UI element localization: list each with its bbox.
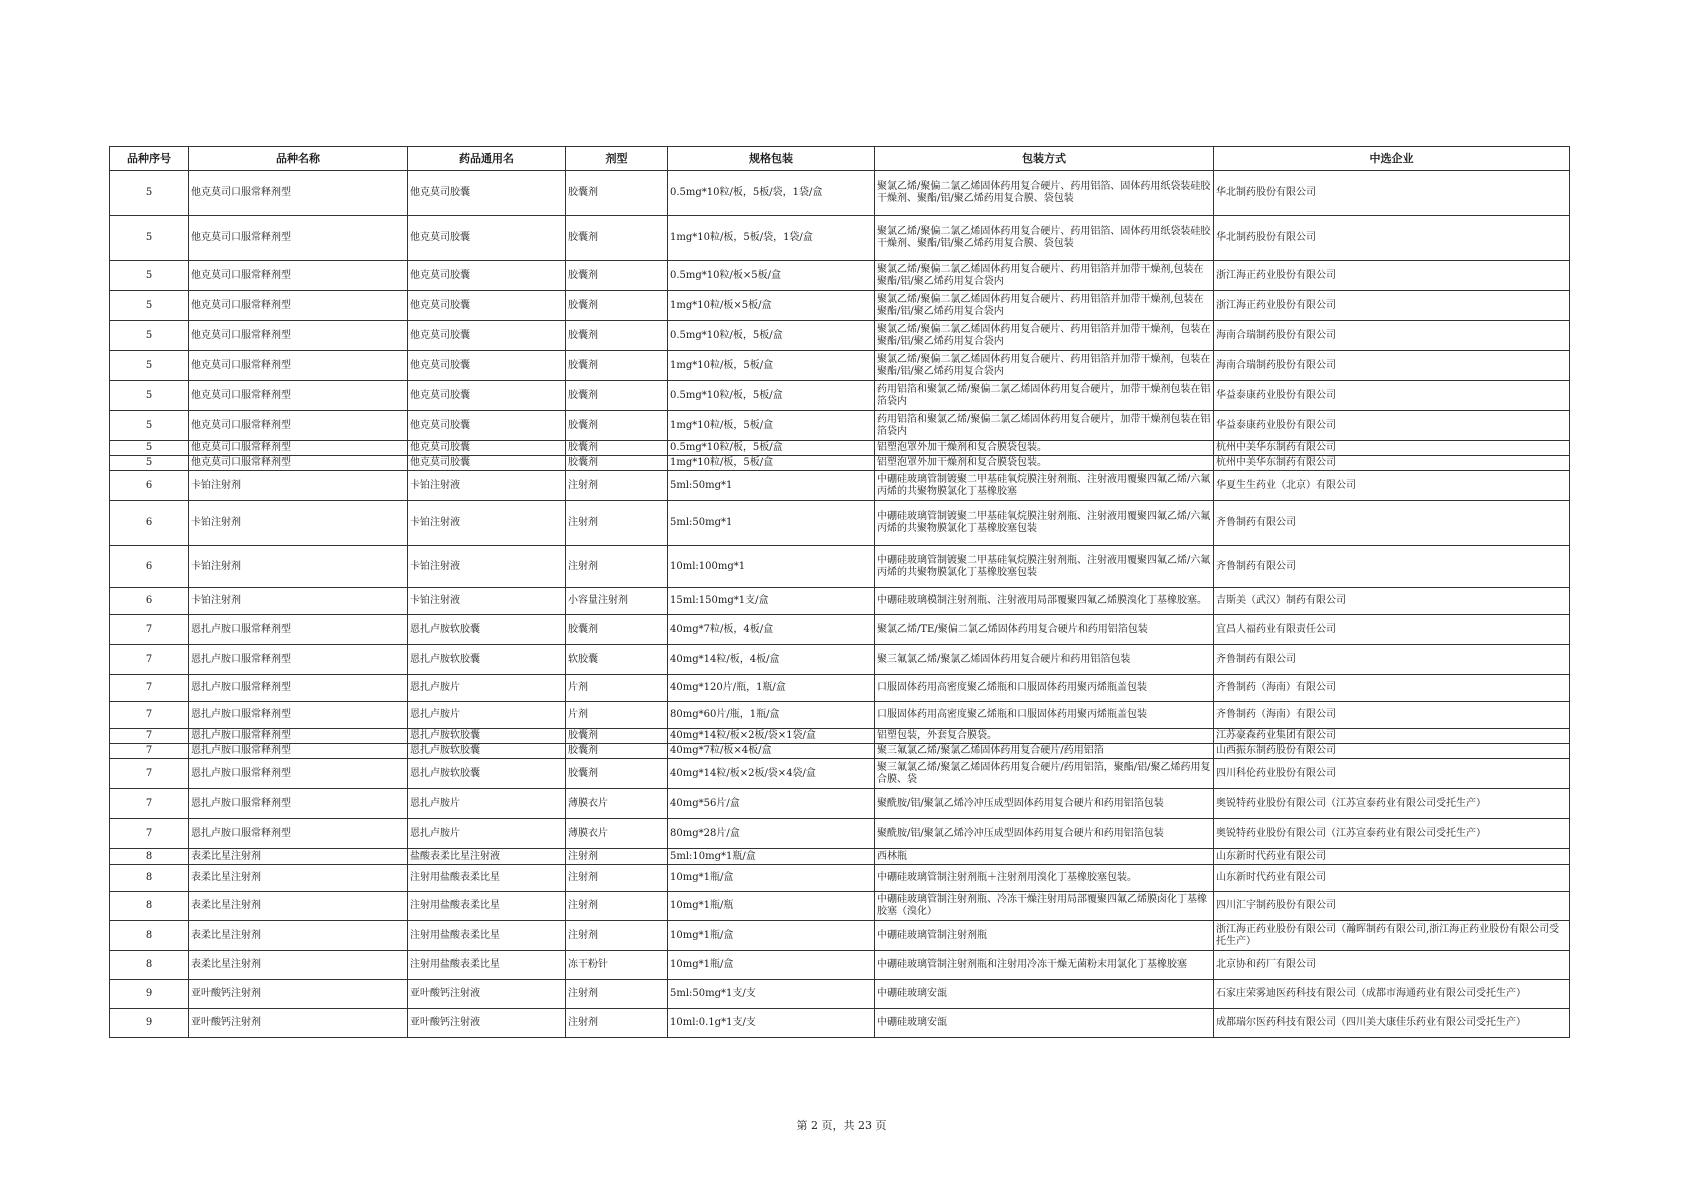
cell-package-method: 聚三氟氯乙烯/聚氯乙烯固体药用复合硬片/药用铝箔，聚酯/铝/聚乙烯药用复合膜、袋: [875, 759, 1214, 789]
header-variety-name: 品种名称: [189, 147, 408, 171]
cell-spec-package: 80mg*28片/盒: [668, 819, 875, 849]
cell-spec-package: 40mg*7粒/板×4板/盒: [668, 744, 875, 759]
cell-dosage-form: 胶囊剂: [566, 261, 668, 291]
cell-spec-package: 1mg*10粒/板，5板/袋，1袋/盒: [668, 216, 875, 261]
cell-generic-name: 恩扎卢胺片: [408, 789, 566, 819]
cell-spec-package: 10ml:100mg*1: [668, 546, 875, 588]
cell-generic-name: 注射用盐酸表柔比星: [408, 921, 566, 951]
cell-seq: 8: [110, 892, 189, 921]
cell-dosage-form: 胶囊剂: [566, 744, 668, 759]
cell-selected-company: 山西振东制药股份有限公司: [1214, 744, 1570, 759]
cell-spec-package: 0.5mg*10粒/板×5板/盒: [668, 261, 875, 291]
cell-variety-name: 卡铂注射剂: [189, 471, 408, 501]
table-row: [110, 702, 1570, 729]
cell-variety-name: 恩扎卢胺口服常释剂型: [189, 789, 408, 819]
cell-selected-company: 齐鲁制药（海南）有限公司: [1214, 702, 1570, 729]
cell-generic-name: 他克莫司胶囊: [408, 291, 566, 321]
table-row: [110, 441, 1570, 456]
cell-seq: 9: [110, 980, 189, 1009]
table-row: [110, 321, 1570, 351]
cell-package-method: 中硼硅玻璃管制镀聚二甲基硅氧烷膜注射剂瓶、注射液用覆聚四氟乙烯/六氟丙烯的共聚物膜氯化丁基橡胶塞: [875, 471, 1214, 501]
page-footer: 第 2 页，共 23 页: [796, 1119, 887, 1132]
cell-seq: 7: [110, 759, 189, 789]
cell-variety-name: 他克莫司口服常释剂型: [189, 171, 408, 216]
cell-package-method: 聚三氟氯乙烯/聚氯乙烯固体药用复合硬片/药用铝箔: [875, 744, 1214, 759]
header-package-method: 包装方式: [875, 147, 1214, 171]
table-row: [110, 951, 1570, 980]
cell-dosage-form: 薄膜衣片: [566, 819, 668, 849]
cell-spec-package: 0.5mg*10粒/板，5板/盒: [668, 441, 875, 456]
cell-package-method: 聚三氟氯乙烯/聚氯乙烯固体药用复合硬片和药用铝箔包装: [875, 645, 1214, 675]
cell-dosage-form: 注射剂: [566, 546, 668, 588]
cell-selected-company: 齐鲁制药有限公司: [1214, 501, 1570, 546]
table-row: [110, 865, 1570, 892]
table-row: [110, 615, 1570, 645]
header-seq: 品种序号: [110, 147, 189, 171]
cell-selected-company: 奥锐特药业股份有限公司（江苏宣泰药业有限公司受托生产）: [1214, 819, 1570, 849]
cell-dosage-form: 注射剂: [566, 921, 668, 951]
cell-selected-company: 华北制药股份有限公司: [1214, 171, 1570, 216]
cell-generic-name: 卡铂注射液: [408, 501, 566, 546]
cell-package-method: 聚氯乙烯/聚偏二氯乙烯固体药用复合硬片、药用铝箔并加带干燥剂，包装在聚酯/铝/聚乙烯药用复合袋内: [875, 351, 1214, 381]
cell-dosage-form: 片剂: [566, 702, 668, 729]
cell-generic-name: 他克莫司胶囊: [408, 441, 566, 456]
cell-seq: 5: [110, 351, 189, 381]
cell-spec-package: 0.5mg*10粒/板，5板/袋，1袋/盒: [668, 171, 875, 216]
cell-dosage-form: 胶囊剂: [566, 321, 668, 351]
cell-generic-name: 他克莫司胶囊: [408, 456, 566, 471]
cell-dosage-form: 胶囊剂: [566, 216, 668, 261]
cell-generic-name: 他克莫司胶囊: [408, 351, 566, 381]
cell-package-method: 聚酰胺/铝/聚氯乙烯冷冲压成型固体药用复合硬片和药用铝箔包装: [875, 789, 1214, 819]
cell-selected-company: 北京协和药厂有限公司: [1214, 951, 1570, 980]
cell-spec-package: 40mg*120片/瓶，1瓶/盒: [668, 675, 875, 702]
cell-seq: 7: [110, 789, 189, 819]
cell-dosage-form: 胶囊剂: [566, 171, 668, 216]
cell-variety-name: 恩扎卢胺口服常释剂型: [189, 702, 408, 729]
table-header: [110, 147, 1570, 171]
table-row: [110, 411, 1570, 441]
cell-generic-name: 恩扎卢胺软胶囊: [408, 729, 566, 744]
cell-seq: 8: [110, 921, 189, 951]
cell-spec-package: 80mg*60片/瓶，1瓶/盒: [668, 702, 875, 729]
cell-dosage-form: 软胶囊: [566, 645, 668, 675]
cell-package-method: 中硼硅玻璃管制镀聚二甲基硅氧烷膜注射剂瓶、注射液用覆聚四氟乙烯/六氟丙烯的共聚物膜氯化丁基橡胶塞包装: [875, 501, 1214, 546]
cell-seq: 5: [110, 291, 189, 321]
cell-package-method: 西林瓶: [875, 849, 1214, 865]
cell-dosage-form: 片剂: [566, 675, 668, 702]
cell-dosage-form: 胶囊剂: [566, 411, 668, 441]
table-row: [110, 171, 1570, 216]
cell-package-method: 中硼硅玻璃管制注射剂瓶＋注射剂用溴化丁基橡胶塞包装。: [875, 865, 1214, 892]
cell-variety-name: 卡铂注射剂: [189, 588, 408, 615]
cell-seq: 8: [110, 951, 189, 980]
cell-generic-name: 注射用盐酸表柔比星: [408, 865, 566, 892]
cell-spec-package: 5ml:50mg*1支/支: [668, 980, 875, 1009]
cell-selected-company: 江苏豪森药业集团有限公司: [1214, 729, 1570, 744]
cell-seq: 7: [110, 744, 189, 759]
cell-package-method: 铝塑包装，外套复合膜袋。: [875, 729, 1214, 744]
cell-generic-name: 亚叶酸钙注射液: [408, 980, 566, 1009]
cell-selected-company: 海南合瑞制药股份有限公司: [1214, 321, 1570, 351]
cell-generic-name: 恩扎卢胺片: [408, 819, 566, 849]
cell-variety-name: 他克莫司口服常释剂型: [189, 261, 408, 291]
table-row: [110, 471, 1570, 501]
cell-selected-company: 吉斯美（武汉）制药有限公司: [1214, 588, 1570, 615]
cell-variety-name: 表柔比星注射剂: [189, 951, 408, 980]
cell-seq: 5: [110, 441, 189, 456]
table-row: [110, 546, 1570, 588]
cell-selected-company: 山东新时代药业有限公司: [1214, 849, 1570, 865]
cell-package-method: 中硼硅玻璃模制注射剂瓶、注射液用局部覆聚四氟乙烯膜溴化丁基橡胶塞。: [875, 588, 1214, 615]
cell-selected-company: 华益泰康药业股份有限公司: [1214, 381, 1570, 411]
cell-seq: 8: [110, 849, 189, 865]
cell-seq: 6: [110, 471, 189, 501]
table-row: [110, 759, 1570, 789]
table-row: [110, 819, 1570, 849]
cell-spec-package: 10mg*1瓶/瓶: [668, 892, 875, 921]
cell-package-method: 聚氯乙烯/聚偏二氯乙烯固体药用复合硬片、药用铝箔并加带干燥剂,包装在聚酯/铝/聚乙烯药用复合袋内: [875, 261, 1214, 291]
table-row: [110, 216, 1570, 261]
cell-seq: 5: [110, 411, 189, 441]
cell-package-method: 铝塑泡罩外加干燥剂和复合膜袋包装。: [875, 441, 1214, 456]
cell-seq: 5: [110, 171, 189, 216]
cell-seq: 7: [110, 615, 189, 645]
cell-seq: 5: [110, 216, 189, 261]
cell-seq: 7: [110, 819, 189, 849]
cell-spec-package: 0.5mg*10粒/板，5板/盒: [668, 381, 875, 411]
cell-variety-name: 他克莫司口服常释剂型: [189, 381, 408, 411]
cell-spec-package: 40mg*56片/盒: [668, 789, 875, 819]
table-row: [110, 675, 1570, 702]
cell-dosage-form: 胶囊剂: [566, 759, 668, 789]
cell-seq: 7: [110, 675, 189, 702]
cell-generic-name: 卡铂注射液: [408, 588, 566, 615]
cell-selected-company: 成都瑞尔医药科技有限公司（四川美大康佳乐药业有限公司受托生产）: [1214, 1009, 1570, 1038]
cell-variety-name: 恩扎卢胺口服常释剂型: [189, 819, 408, 849]
cell-selected-company: 华北制药股份有限公司: [1214, 216, 1570, 261]
cell-generic-name: 恩扎卢胺软胶囊: [408, 645, 566, 675]
selection-results-table: [109, 146, 1570, 1038]
cell-selected-company: 杭州中美华东制药有限公司: [1214, 441, 1570, 456]
table-row: [110, 921, 1570, 951]
cell-package-method: 中硼硅玻璃管制注射剂瓶、冷冻干燥注射用局部覆聚四氟乙烯膜卤化丁基橡胶塞（溴化）: [875, 892, 1214, 921]
cell-selected-company: 浙江海正药业股份有限公司: [1214, 291, 1570, 321]
cell-seq: 7: [110, 702, 189, 729]
cell-variety-name: 亚叶酸钙注射剂: [189, 980, 408, 1009]
cell-spec-package: 15ml:150mg*1支/盒: [668, 588, 875, 615]
cell-generic-name: 亚叶酸钙注射液: [408, 1009, 566, 1038]
cell-generic-name: 恩扎卢胺片: [408, 675, 566, 702]
cell-variety-name: 他克莫司口服常释剂型: [189, 411, 408, 441]
cell-variety-name: 恩扎卢胺口服常释剂型: [189, 615, 408, 645]
cell-dosage-form: 冻干粉针: [566, 951, 668, 980]
cell-generic-name: 他克莫司胶囊: [408, 261, 566, 291]
table-row: [110, 849, 1570, 865]
cell-variety-name: 表柔比星注射剂: [189, 892, 408, 921]
cell-variety-name: 卡铂注射剂: [189, 501, 408, 546]
cell-generic-name: 注射用盐酸表柔比星: [408, 951, 566, 980]
cell-dosage-form: 薄膜衣片: [566, 789, 668, 819]
cell-seq: 5: [110, 261, 189, 291]
cell-package-method: 聚氯乙烯/聚偏二氯乙烯固体药用复合硬片、药用铝箔、固体药用纸袋装硅胶干燥剂、聚酯/铝/聚乙烯药用复合膜、袋包装: [875, 216, 1214, 261]
table-row: [110, 789, 1570, 819]
cell-seq: 8: [110, 865, 189, 892]
cell-selected-company: 海南合瑞制药股份有限公司: [1214, 351, 1570, 381]
cell-spec-package: 10mg*1瓶/盒: [668, 951, 875, 980]
cell-package-method: 中硼硅玻璃管制注射剂瓶和注射用冷冻干燥无菌粉末用氯化丁基橡胶塞: [875, 951, 1214, 980]
cell-package-method: 口服固体药用高密度聚乙烯瓶和口服固体药用聚丙烯瓶盖包装: [875, 675, 1214, 702]
cell-package-method: 聚氯乙烯/聚偏二氯乙烯固体药用复合硬片、药用铝箔并加带干燥剂,包装在聚酯/铝/聚乙烯药用复合袋内: [875, 291, 1214, 321]
cell-selected-company: 浙江海正药业股份有限公司（瀚晖制药有限公司,浙江海正药业股份有限公司受托生产）: [1214, 921, 1570, 951]
cell-variety-name: 表柔比星注射剂: [189, 865, 408, 892]
cell-selected-company: 四川科伦药业股份有限公司: [1214, 759, 1570, 789]
cell-generic-name: 恩扎卢胺软胶囊: [408, 759, 566, 789]
cell-variety-name: 恩扎卢胺口服常释剂型: [189, 729, 408, 744]
cell-variety-name: 他克莫司口服常释剂型: [189, 321, 408, 351]
table-row: [110, 645, 1570, 675]
cell-package-method: 中硼硅玻璃管制注射剂瓶: [875, 921, 1214, 951]
cell-dosage-form: 胶囊剂: [566, 351, 668, 381]
cell-variety-name: 他克莫司口服常释剂型: [189, 441, 408, 456]
table-row: [110, 351, 1570, 381]
cell-spec-package: 1mg*10粒/板，5板/盒: [668, 456, 875, 471]
cell-generic-name: 卡铂注射液: [408, 546, 566, 588]
table-row: [110, 381, 1570, 411]
cell-package-method: 聚氯乙烯/聚偏二氯乙烯固体药用复合硬片、药用铝箔、固体药用纸袋装硅胶干燥剂、聚酯/铝/聚乙烯药用复合膜、袋包装: [875, 171, 1214, 216]
header-spec-package: 规格包装: [668, 147, 875, 171]
cell-seq: 6: [110, 546, 189, 588]
table-row: [110, 744, 1570, 759]
cell-variety-name: 恩扎卢胺口服常释剂型: [189, 744, 408, 759]
cell-spec-package: 1mg*10粒/板×5板/盒: [668, 291, 875, 321]
cell-spec-package: 5ml:10mg*1瓶/盒: [668, 849, 875, 865]
cell-variety-name: 卡铂注射剂: [189, 546, 408, 588]
cell-dosage-form: 小容量注射剂: [566, 588, 668, 615]
table-row: [110, 980, 1570, 1009]
cell-spec-package: 1mg*10粒/板，5板/盒: [668, 411, 875, 441]
cell-spec-package: 10ml:0.1g*1支/支: [668, 1009, 875, 1038]
cell-generic-name: 恩扎卢胺软胶囊: [408, 615, 566, 645]
cell-selected-company: 华益泰康药业股份有限公司: [1214, 411, 1570, 441]
header-generic-name: 药品通用名: [408, 147, 566, 171]
cell-seq: 5: [110, 321, 189, 351]
table-body: [110, 171, 1570, 1038]
cell-dosage-form: 胶囊剂: [566, 729, 668, 744]
cell-generic-name: 盐酸表柔比星注射液: [408, 849, 566, 865]
cell-dosage-form: 胶囊剂: [566, 291, 668, 321]
cell-package-method: 聚酰胺/铝/聚氯乙烯冷冲压成型固体药用复合硬片和药用铝箔包装: [875, 819, 1214, 849]
cell-generic-name: 他克莫司胶囊: [408, 216, 566, 261]
cell-dosage-form: 注射剂: [566, 849, 668, 865]
cell-package-method: 中硼硅玻璃安瓿: [875, 980, 1214, 1009]
cell-dosage-form: 注射剂: [566, 892, 668, 921]
cell-seq: 5: [110, 456, 189, 471]
table-row: [110, 729, 1570, 744]
cell-package-method: 中硼硅玻璃安瓿: [875, 1009, 1214, 1038]
table-row: [110, 1009, 1570, 1038]
cell-package-method: 聚氯乙烯/聚偏二氯乙烯固体药用复合硬片、药用铝箔并加带干燥剂，包装在聚酯/铝/聚乙烯药用复合袋内: [875, 321, 1214, 351]
cell-dosage-form: 胶囊剂: [566, 441, 668, 456]
cell-dosage-form: 注射剂: [566, 471, 668, 501]
table-row: [110, 892, 1570, 921]
table-row: [110, 456, 1570, 471]
cell-dosage-form: 胶囊剂: [566, 615, 668, 645]
cell-spec-package: 40mg*14粒/板×2板/袋×4袋/盒: [668, 759, 875, 789]
table-row: [110, 261, 1570, 291]
cell-selected-company: 山东新时代药业有限公司: [1214, 865, 1570, 892]
cell-variety-name: 他克莫司口服常释剂型: [189, 291, 408, 321]
cell-dosage-form: 胶囊剂: [566, 381, 668, 411]
cell-package-method: 口服固体药用高密度聚乙烯瓶和口服固体药用聚丙烯瓶盖包装: [875, 702, 1214, 729]
cell-selected-company: 奥锐特药业股份有限公司（江苏宣泰药业有限公司受托生产）: [1214, 789, 1570, 819]
cell-variety-name: 亚叶酸钙注射剂: [189, 1009, 408, 1038]
cell-package-method: 聚氯乙烯/TE/聚偏二氯乙烯固体药用复合硬片和药用铝箔包装: [875, 615, 1214, 645]
cell-selected-company: 石家庄荣雾迪医药科技有限公司（成都市海通药业有限公司受托生产）: [1214, 980, 1570, 1009]
cell-generic-name: 他克莫司胶囊: [408, 321, 566, 351]
cell-spec-package: 10mg*1瓶/盒: [668, 921, 875, 951]
cell-spec-package: 1mg*10粒/板，5板/盒: [668, 351, 875, 381]
cell-selected-company: 浙江海正药业股份有限公司: [1214, 261, 1570, 291]
cell-seq: 6: [110, 588, 189, 615]
cell-package-method: 中硼硅玻璃管制镀聚二甲基硅氧烷膜注射剂瓶、注射液用覆聚四氟乙烯/六氟丙烯的共聚物膜氯化丁基橡胶塞包装: [875, 546, 1214, 588]
cell-dosage-form: 注射剂: [566, 980, 668, 1009]
cell-package-method: 药用铝箔和聚氯乙烯/聚偏二氯乙烯固体药用复合硬片，加带干燥剂包装在铝箔袋内: [875, 411, 1214, 441]
cell-seq: 7: [110, 645, 189, 675]
cell-generic-name: 他克莫司胶囊: [408, 411, 566, 441]
cell-spec-package: 0.5mg*10粒/板，5板/盒: [668, 321, 875, 351]
cell-variety-name: 恩扎卢胺口服常释剂型: [189, 759, 408, 789]
table-row: [110, 588, 1570, 615]
cell-package-method: 铝塑泡罩外加干燥剂和复合膜袋包装。: [875, 456, 1214, 471]
cell-generic-name: 注射用盐酸表柔比星: [408, 892, 566, 921]
table-row: [110, 291, 1570, 321]
cell-dosage-form: 注射剂: [566, 501, 668, 546]
cell-spec-package: 40mg*14粒/板×2板/袋×1袋/盒: [668, 729, 875, 744]
cell-generic-name: 恩扎卢胺片: [408, 702, 566, 729]
cell-selected-company: 四川汇宇制药股份有限公司: [1214, 892, 1570, 921]
cell-spec-package: 40mg*14粒/板，4板/盒: [668, 645, 875, 675]
cell-dosage-form: 注射剂: [566, 1009, 668, 1038]
cell-variety-name: 他克莫司口服常释剂型: [189, 216, 408, 261]
cell-seq: 7: [110, 729, 189, 744]
cell-generic-name: 卡铂注射液: [408, 471, 566, 501]
cell-variety-name: 表柔比星注射剂: [189, 921, 408, 951]
cell-generic-name: 他克莫司胶囊: [408, 171, 566, 216]
cell-dosage-form: 注射剂: [566, 865, 668, 892]
table-row: [110, 501, 1570, 546]
cell-selected-company: 齐鲁制药（海南）有限公司: [1214, 675, 1570, 702]
cell-dosage-form: 胶囊剂: [566, 456, 668, 471]
header-selected-company: 中选企业: [1214, 147, 1570, 171]
cell-seq: 5: [110, 381, 189, 411]
cell-generic-name: 恩扎卢胺软胶囊: [408, 744, 566, 759]
cell-selected-company: 宜昌人福药业有限责任公司: [1214, 615, 1570, 645]
cell-spec-package: 5ml:50mg*1: [668, 501, 875, 546]
cell-package-method: 药用铝箔和聚氯乙烯/聚偏二氯乙烯固体药用复合硬片，加带干燥剂包装在铝箔袋内: [875, 381, 1214, 411]
cell-selected-company: 齐鲁制药有限公司: [1214, 645, 1570, 675]
cell-selected-company: 杭州中美华东制药有限公司: [1214, 456, 1570, 471]
cell-variety-name: 恩扎卢胺口服常释剂型: [189, 675, 408, 702]
cell-spec-package: 5ml:50mg*1: [668, 471, 875, 501]
cell-variety-name: 恩扎卢胺口服常释剂型: [189, 645, 408, 675]
cell-spec-package: 10mg*1瓶/盒: [668, 865, 875, 892]
cell-generic-name: 他克莫司胶囊: [408, 381, 566, 411]
cell-seq: 9: [110, 1009, 189, 1038]
cell-selected-company: 华夏生生药业（北京）有限公司: [1214, 471, 1570, 501]
cell-selected-company: 齐鲁制药有限公司: [1214, 546, 1570, 588]
cell-spec-package: 40mg*7粒/板，4板/盒: [668, 615, 875, 645]
cell-variety-name: 表柔比星注射剂: [189, 849, 408, 865]
cell-seq: 6: [110, 501, 189, 546]
cell-variety-name: 他克莫司口服常释剂型: [189, 351, 408, 381]
cell-variety-name: 他克莫司口服常释剂型: [189, 456, 408, 471]
header-dosage-form: 剂型: [566, 147, 668, 171]
